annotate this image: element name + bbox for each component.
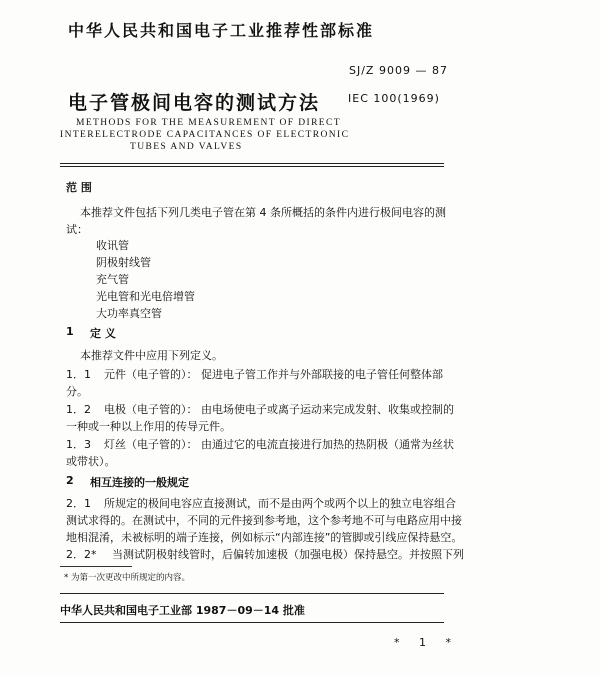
org-standard-header: 中华人民共和国电子工业推荐性部标准 xyxy=(68,21,375,40)
section2-number: 2 xyxy=(66,474,74,487)
approval-divider-bottom xyxy=(60,622,444,623)
definition-text: 电极（电子管的）： 由电场使电子或离子运动来完成发射、收集或控制的 xyxy=(104,403,454,416)
section1-number: 1 xyxy=(66,325,74,338)
scope-item: 收讯管 xyxy=(96,239,129,252)
definition-number: 1．3 xyxy=(66,438,91,451)
english-title-line: METHODS FOR THE MEASUREMENT OF DIRECT xyxy=(76,118,341,128)
scope-item: 光电管和光电倍增管 xyxy=(96,290,195,303)
english-title-line: INTERELECTRODE CAPACITANCES OF ELECTRONIC xyxy=(60,130,350,140)
english-title-line: TUBES AND VALVES xyxy=(130,142,243,152)
clause-text-cont: 地相混淆，未被标明的端子连接，例如标示“内部连接”的管脚或引线应保持悬空。 xyxy=(66,531,463,544)
definition-number: 1．1 xyxy=(66,368,91,381)
clause-text: 当测试阴极射线管时，后偏转加速极（加强电极）保持悬空。并按照下列 xyxy=(112,548,464,561)
standard-number: SJ/Z 9009 — 87 xyxy=(349,64,448,77)
header-divider-double xyxy=(60,166,444,167)
scope-heading: 范 围 xyxy=(66,181,92,194)
clause-text: 所规定的极间电容应直接测试，而不是由两个或两个以上的独立电容组合 xyxy=(104,497,456,510)
header-divider xyxy=(60,163,444,164)
approval-line: 中华人民共和国电子工业部 1987－09－14 批准 xyxy=(60,604,305,617)
page-number: * 1 * xyxy=(394,636,459,649)
definition-text: 灯丝（电子管的）： 由通过它的电流直接进行加热的热阴极（通常为丝状 xyxy=(104,438,454,451)
scope-item: 充气管 xyxy=(96,273,129,286)
section2-heading: 相互连接的一般规定 xyxy=(90,476,189,489)
scope-intro: 本推荐文件包括下列几类电子管在第 4 条所概括的条件内进行极间电容的测 xyxy=(80,206,446,219)
section1-intro: 本推荐文件中应用下列定义。 xyxy=(80,349,223,362)
document-title: 电子管极间电容的测试方法 xyxy=(68,92,321,114)
clause-number: 2．1 xyxy=(66,497,91,510)
definition-text: 元件（电子管的）： 促进电子管工作并与外部联接的电子管任何整体部 xyxy=(104,368,443,381)
scope-item: 大功率真空管 xyxy=(96,307,162,320)
definition-number: 1．2 xyxy=(66,403,91,416)
section1-heading: 定 义 xyxy=(90,327,116,340)
footnote: * 为第一次更改中所规定的内容。 xyxy=(64,573,190,583)
scope-intro-cont: 试： xyxy=(66,223,88,236)
approval-divider xyxy=(60,593,444,594)
clause-number: 2．2* xyxy=(66,548,97,561)
clause-text-cont: 测试求得的。在测试中，不同的元件接到参考地，这个参考地不可与电路应用中接 xyxy=(66,514,462,527)
definition-text-cont: 一种或一种以上作用的传导元件。 xyxy=(66,420,231,433)
definition-text-cont: 分。 xyxy=(66,385,88,398)
footnote-divider xyxy=(60,566,132,567)
scope-item: 阴极射线管 xyxy=(96,256,151,269)
iec-reference: IEC 100(1969) xyxy=(348,92,440,105)
definition-text-cont: 或带状）。 xyxy=(66,455,116,468)
